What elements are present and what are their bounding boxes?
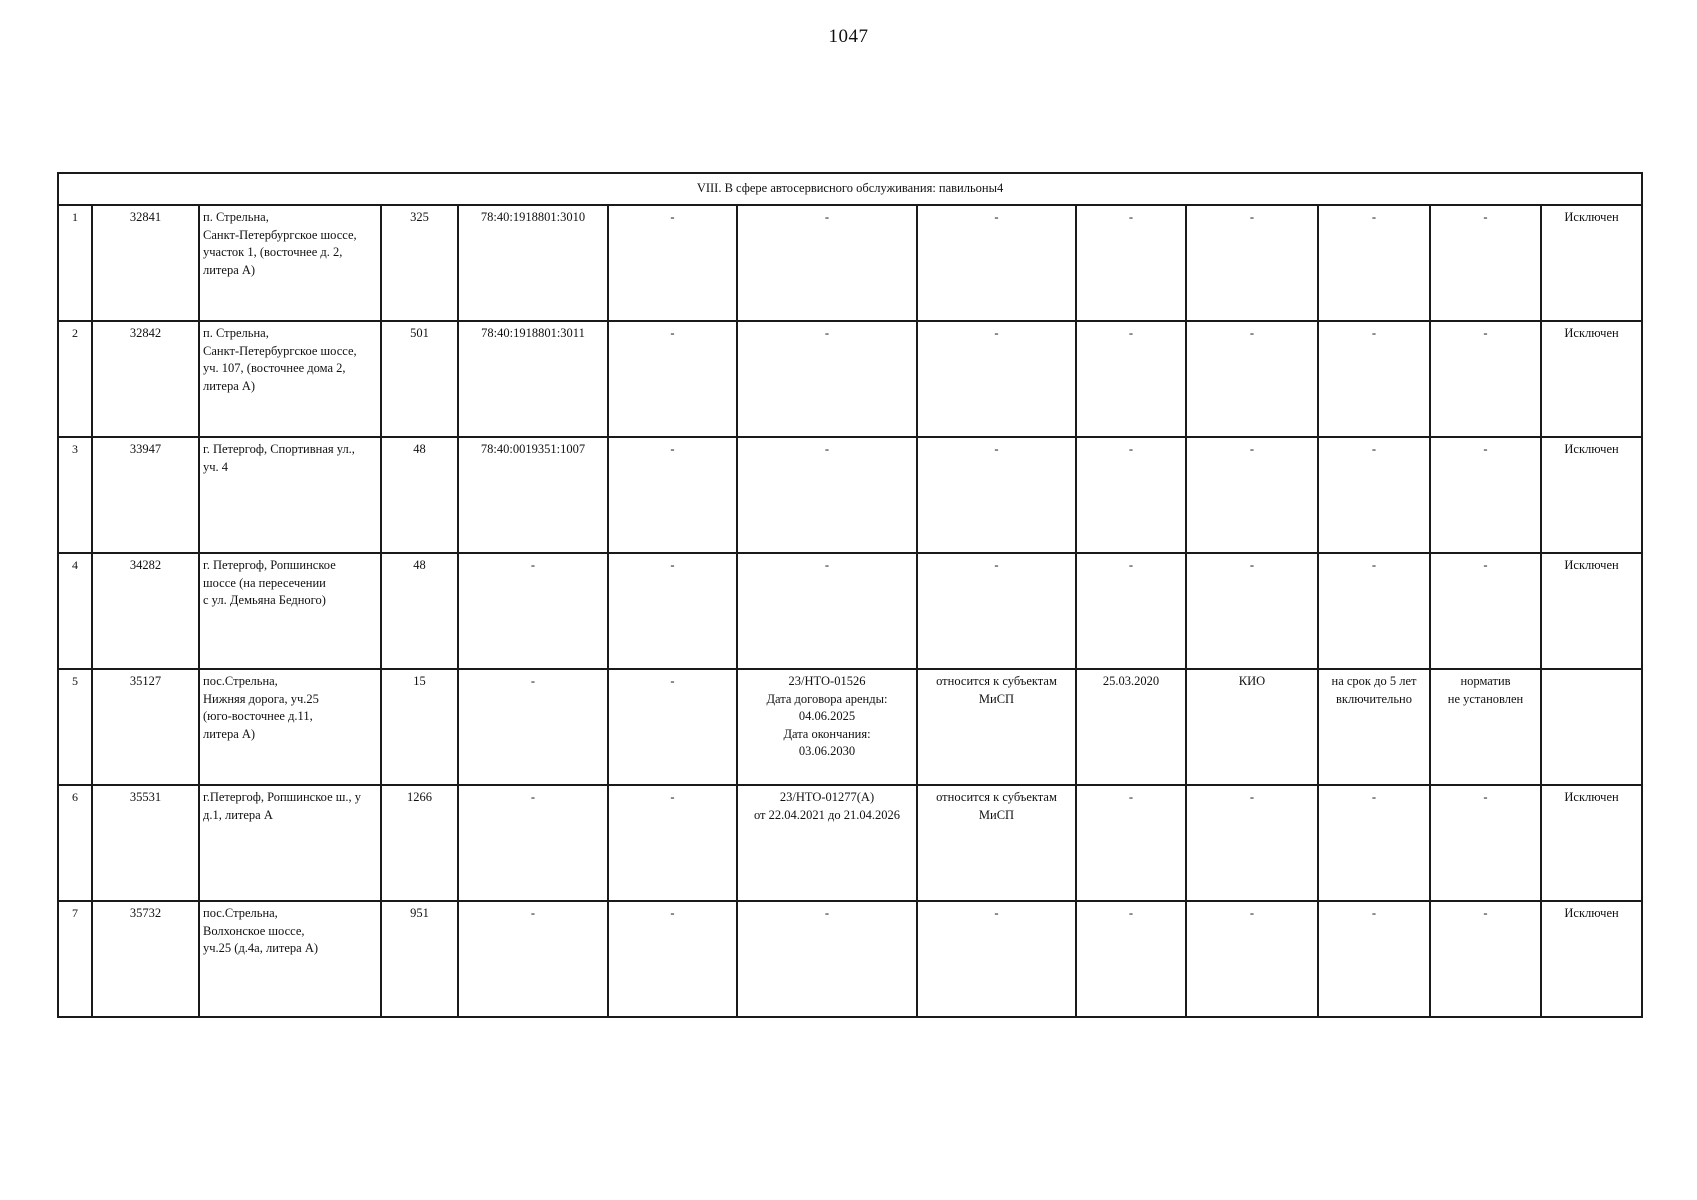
authority-cell <box>1186 901 1318 1017</box>
column-6-cell-line: - <box>670 558 675 572</box>
contract-cell <box>737 901 917 1017</box>
contract-cell-line: - <box>824 326 830 340</box>
authority-cell-line: КИО <box>1238 674 1266 688</box>
standard-cell <box>1430 205 1541 321</box>
term-cell <box>1318 785 1430 901</box>
authority-cell-line: - <box>1249 790 1255 804</box>
table-row <box>58 785 1642 901</box>
date-cell <box>1076 437 1186 553</box>
cadastral-number-cell: 78:40:1918801:3011 <box>458 321 608 437</box>
column-6-cell-line: - <box>670 906 675 920</box>
area-cell: 1266 <box>381 785 458 901</box>
column-6-cell-line: - <box>670 326 675 340</box>
address-cell-line: п. Стрельна, <box>203 210 269 224</box>
authority-cell-line: - <box>1249 210 1255 224</box>
object-id-cell: 32842 <box>92 321 199 437</box>
date-cell-line: 25.03.2020 <box>1102 674 1160 688</box>
address-cell-line: Санкт-Петербургское шоссе, <box>203 227 357 242</box>
status-cell: Исключен <box>1541 437 1642 553</box>
object-id-cell: 34282 <box>92 553 199 669</box>
sme-category-cell <box>917 553 1076 669</box>
date-cell <box>1076 205 1186 321</box>
table-row <box>58 669 1642 785</box>
term-cell-line: - <box>1371 210 1377 224</box>
term-cell-line: - <box>1371 906 1377 920</box>
term-cell <box>1318 901 1430 1017</box>
area-cell: 48 <box>381 437 458 553</box>
term-cell <box>1318 553 1430 669</box>
authority-cell <box>1186 669 1318 785</box>
address-cell-line: шоссе (на пересечении <box>203 575 326 590</box>
standard-cell-line: не установлен <box>1447 691 1524 706</box>
cadastral-number-cell: - <box>458 669 608 785</box>
table-row <box>58 321 1642 437</box>
section-title: VIII. В сфере автосервисного обслуживания: павильоны4 <box>58 173 1642 205</box>
address-cell-line: с ул. Демьяна Бедного) <box>203 593 326 607</box>
status-cell: Исключен <box>1541 553 1642 669</box>
column-6-cell <box>608 901 737 1017</box>
address-cell-line: участок 1, (восточнее д. 2, <box>203 245 343 259</box>
object-id-cell: 35531 <box>92 785 199 901</box>
term-cell <box>1318 437 1430 553</box>
sme-category-cell-line: - <box>994 442 999 456</box>
address-cell-line: литера А) <box>203 378 256 393</box>
term-cell <box>1318 205 1430 321</box>
term-cell-line: - <box>1371 558 1377 572</box>
cadastral-number-cell: 78:40:1918801:3010 <box>458 205 608 321</box>
address-cell-line: г. Петергоф, Ропшинское <box>203 558 336 572</box>
standard-cell-line: - <box>1483 326 1488 340</box>
sme-category-cell-line: - <box>994 558 999 572</box>
sme-category-cell <box>917 901 1076 1017</box>
standard-cell <box>1430 553 1541 669</box>
address-cell-line: Нижняя дорога, уч.25 <box>203 691 319 706</box>
status-cell: Исключен <box>1541 205 1642 321</box>
address-cell-line: Санкт-Петербургское шоссе, <box>203 343 357 358</box>
column-6-cell-line: - <box>670 210 675 224</box>
section-header-row <box>58 173 1642 205</box>
standard-cell-line: норматив <box>1460 674 1511 688</box>
address-cell-line: п. Стрельна, <box>203 326 269 340</box>
row-number-cell: 6 <box>58 785 92 901</box>
row-number-cell: 1 <box>58 205 92 321</box>
standard-cell-line: - <box>1483 906 1488 920</box>
address-cell-line: г.Петергоф, Ропшинское ш., у <box>203 790 361 804</box>
date-cell <box>1076 785 1186 901</box>
date-cell <box>1076 321 1186 437</box>
sme-category-cell <box>917 785 1076 901</box>
date-cell-line: - <box>1128 442 1134 456</box>
address-cell-line: г. Петергоф, Спортивная ул., <box>203 442 355 456</box>
registry-table <box>57 172 1643 1018</box>
address-cell <box>199 669 381 785</box>
cadastral-number-cell: - <box>458 785 608 901</box>
status-cell: Исключен <box>1541 901 1642 1017</box>
column-6-cell-line: - <box>670 674 675 688</box>
table-row <box>58 437 1642 553</box>
contract-cell-line: - <box>824 210 830 224</box>
date-cell-line: - <box>1128 906 1134 920</box>
authority-cell-line: - <box>1249 442 1255 456</box>
address-cell-line: уч.25 (д.4а, литера А) <box>203 941 319 955</box>
standard-cell <box>1430 321 1541 437</box>
contract-cell-line: 03.06.2030 <box>798 744 856 758</box>
cadastral-number-cell: - <box>458 901 608 1017</box>
standard-cell <box>1430 901 1541 1017</box>
contract-cell-line: 23/НТО-01277(А) <box>779 790 875 804</box>
contract-cell <box>737 785 917 901</box>
area-cell: 325 <box>381 205 458 321</box>
object-id-cell: 33947 <box>92 437 199 553</box>
contract-cell <box>737 321 917 437</box>
term-cell <box>1318 321 1430 437</box>
contract-cell <box>737 205 917 321</box>
address-cell <box>199 321 381 437</box>
standard-cell-line: - <box>1483 558 1488 572</box>
column-6-cell-line: - <box>670 442 675 456</box>
sme-category-cell <box>917 437 1076 553</box>
row-number-cell: 7 <box>58 901 92 1017</box>
contract-cell-line: - <box>824 906 830 920</box>
column-6-cell <box>608 437 737 553</box>
standard-cell <box>1430 669 1541 785</box>
address-cell <box>199 553 381 669</box>
date-cell <box>1076 901 1186 1017</box>
address-cell <box>199 785 381 901</box>
sme-category-cell-line: относится к субъектам <box>936 674 1057 688</box>
authority-cell <box>1186 437 1318 553</box>
object-id-cell: 32841 <box>92 205 199 321</box>
sme-category-cell-line: МиСП <box>978 807 1015 822</box>
area-cell: 501 <box>381 321 458 437</box>
date-cell-line: - <box>1128 558 1134 572</box>
date-cell-line: - <box>1128 210 1134 224</box>
column-6-cell <box>608 785 737 901</box>
date-cell <box>1076 669 1186 785</box>
contract-cell-line: Дата договора аренды: <box>766 691 888 706</box>
standard-cell <box>1430 437 1541 553</box>
row-number-cell: 2 <box>58 321 92 437</box>
address-cell-line: д.1, литера А <box>203 807 273 822</box>
authority-cell <box>1186 553 1318 669</box>
contract-cell <box>737 553 917 669</box>
authority-cell <box>1186 785 1318 901</box>
status-cell: Исключен <box>1541 785 1642 901</box>
authority-cell <box>1186 205 1318 321</box>
table-row <box>58 553 1642 669</box>
table-row <box>58 901 1642 1017</box>
sme-category-cell <box>917 321 1076 437</box>
contract-cell <box>737 437 917 553</box>
area-cell: 15 <box>381 669 458 785</box>
standard-cell-line: - <box>1483 442 1488 456</box>
address-cell-line: литера А) <box>203 726 256 741</box>
row-number-cell: 3 <box>58 437 92 553</box>
column-6-cell <box>608 205 737 321</box>
contract-cell-line: - <box>824 558 830 572</box>
status-cell <box>1541 669 1642 785</box>
term-cell-line: на срок до 5 лет <box>1331 674 1417 688</box>
address-cell-line: пос.Стрельна, <box>203 906 278 920</box>
object-id-cell: 35127 <box>92 669 199 785</box>
sme-category-cell-line: - <box>994 210 999 224</box>
contract-cell-line: - <box>824 442 830 456</box>
term-cell-line: - <box>1371 790 1377 804</box>
page-number: 1047 <box>828 26 869 47</box>
contract-cell <box>737 669 917 785</box>
area-cell: 951 <box>381 901 458 1017</box>
sme-category-cell-line: относится к субъектам <box>936 790 1057 804</box>
row-number-cell: 4 <box>58 553 92 669</box>
column-6-cell <box>608 321 737 437</box>
standard-cell-line: - <box>1483 790 1488 804</box>
contract-cell-line: от 22.04.2021 до 21.04.2026 <box>753 807 901 822</box>
date-cell <box>1076 553 1186 669</box>
address-cell-line: Волхонское шоссе, <box>203 923 305 938</box>
authority-cell <box>1186 321 1318 437</box>
area-cell: 48 <box>381 553 458 669</box>
cadastral-number-cell: - <box>458 553 608 669</box>
term-cell-line: - <box>1371 326 1377 340</box>
row-number-cell: 5 <box>58 669 92 785</box>
contract-cell-line: 04.06.2025 <box>798 709 856 723</box>
sme-category-cell-line: - <box>994 326 999 340</box>
sme-category-cell-line: МиСП <box>978 691 1015 706</box>
column-6-cell-line: - <box>670 790 675 804</box>
standard-cell <box>1430 785 1541 901</box>
address-cell <box>199 205 381 321</box>
status-cell: Исключен <box>1541 321 1642 437</box>
address-cell <box>199 901 381 1017</box>
sme-category-cell-line: - <box>994 906 999 920</box>
table-row <box>58 205 1642 321</box>
authority-cell-line: - <box>1249 906 1255 920</box>
column-6-cell <box>608 553 737 669</box>
object-id-cell: 35732 <box>92 901 199 1017</box>
address-cell-line: литера А) <box>203 262 256 277</box>
cadastral-number-cell: 78:40:0019351:1007 <box>458 437 608 553</box>
contract-cell-line: Дата окончания: <box>783 726 871 741</box>
date-cell-line: - <box>1128 326 1134 340</box>
address-cell <box>199 437 381 553</box>
authority-cell-line: - <box>1249 326 1255 340</box>
sme-category-cell <box>917 669 1076 785</box>
address-cell-line: (юго-восточнее д.11, <box>203 709 313 723</box>
sme-category-cell <box>917 205 1076 321</box>
term-cell-line: - <box>1371 442 1377 456</box>
term-cell-line: включительно <box>1336 691 1412 706</box>
standard-cell-line: - <box>1483 210 1488 224</box>
date-cell-line: - <box>1128 790 1134 804</box>
address-cell-line: уч. 4 <box>203 459 229 474</box>
contract-cell-line: 23/НТО-01526 <box>788 674 866 688</box>
address-cell-line: пос.Стрельна, <box>203 674 278 688</box>
authority-cell-line: - <box>1249 558 1255 572</box>
address-cell-line: уч. 107, (восточнее дома 2, <box>203 361 346 375</box>
column-6-cell <box>608 669 737 785</box>
term-cell <box>1318 669 1430 785</box>
